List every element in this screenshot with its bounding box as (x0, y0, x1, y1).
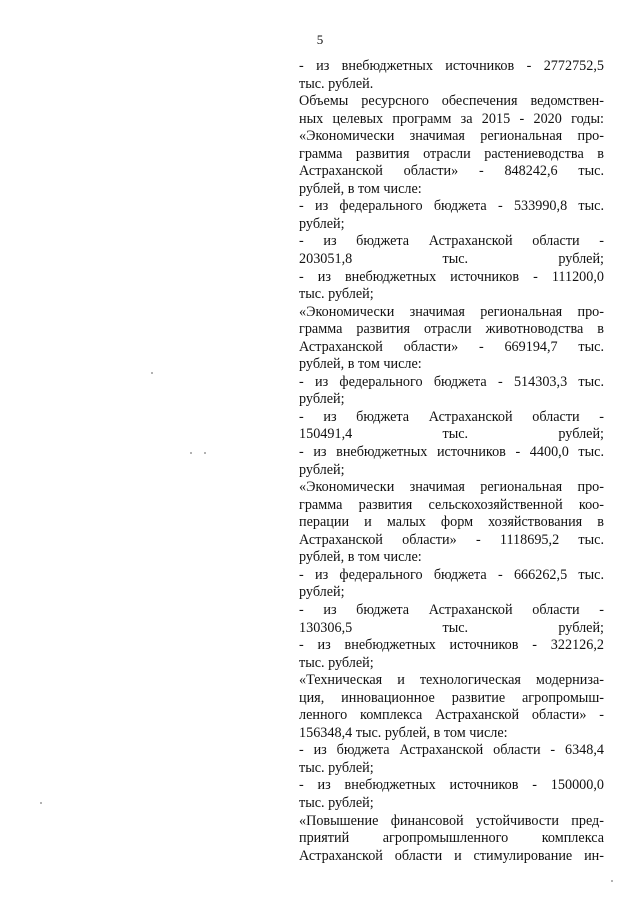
text-line: - из внебюджетных источников - 4400,0 тыс. (299, 444, 604, 461)
text-line: рублей, в том числе: (299, 549, 422, 566)
text-line: - из внебюджетных источников - 111200,0 (299, 268, 604, 285)
text-line: - из внебюджетных источников - 322126,2 (299, 637, 604, 654)
text-line: - из бюджета Астраханской области - (299, 233, 604, 250)
text-line: тыс. рублей. (299, 75, 374, 92)
text-line: - из бюджета Астраханской области - 6348,4 (299, 742, 604, 759)
text-line: тыс. рублей; (299, 654, 374, 671)
text-line: рублей; (299, 461, 345, 478)
text-line: приятий агропромышленного комплекса (299, 830, 604, 847)
text-line: - из внебюджетных источников - 150000,0 (299, 777, 604, 794)
text-line: 130306,5 тыс. рублей; (299, 619, 604, 636)
text-line: 150491,4 тыс. рублей; (299, 426, 604, 443)
text-line: ных целевых программ за 2015 - 2020 годы: (299, 110, 604, 127)
text-line: - из федерального бюджета - 514303,3 тыс. (299, 373, 604, 390)
text-line: - из федерального бюджета - 533990,8 тыс. (299, 198, 604, 215)
text-line: перации и малых форм хозяйствования в (299, 514, 604, 531)
text-line: тыс. рублей; (299, 794, 374, 811)
text-line: Астраханской области» - 669194,7 тыс. (299, 338, 604, 355)
text-line: - из внебюджетных источников - 2772752,5 (299, 58, 604, 74)
text-line: ция, инновационное развитие агропромыш- (299, 689, 604, 706)
document-text-column (299, 58, 604, 865)
text-line: Астраханской области» - 1118695,2 тыс. (299, 531, 604, 548)
text-line: рублей, в том числе: (299, 180, 422, 197)
text-line: 203051,8 тыс. рублей; (299, 251, 604, 268)
text-line: Объемы ресурсного обеспечения ведомствен- (299, 93, 604, 110)
text-line: «Техническая и технологическая модерниза- (299, 672, 604, 689)
text-line: тыс. рублей; (299, 286, 374, 303)
text-line: - из бюджета Астраханской области - (299, 408, 604, 425)
text-line: - из федерального бюджета - 666262,5 тыс. (299, 566, 604, 583)
text-line: грамма развития сельскохозяйственной коо- (299, 496, 604, 513)
text-line: рублей; (299, 391, 345, 408)
text-line: «Экономически значимая региональная про- (299, 303, 604, 320)
text-line: рублей; (299, 215, 345, 232)
text-line: Астраханской области и стимулирование ин- (299, 847, 604, 864)
page-number: 5 (316, 32, 324, 47)
text-line: рублей, в том числе: (299, 356, 422, 373)
text-line: Астраханской области» - 848242,6 тыс. (299, 163, 604, 180)
text-line: грамма развития отрасли растениеводства в (299, 145, 604, 162)
text-line: - из бюджета Астраханской области - (299, 601, 604, 618)
text-line: грамма развития отрасли животноводства в (299, 321, 604, 338)
text-line: «Экономически значимая региональная про- (299, 479, 604, 496)
text-line: «Повышение финансовой устойчивости пред- (299, 812, 604, 829)
text-line: тыс. рублей; (299, 759, 374, 776)
text-line: 156348,4 тыс. рублей, в том числе: (299, 724, 508, 741)
text-line: рублей; (299, 584, 345, 601)
text-line: ленного комплекса Астраханской области» - (299, 707, 604, 724)
text-line: «Экономически значимая региональная про- (299, 128, 604, 145)
